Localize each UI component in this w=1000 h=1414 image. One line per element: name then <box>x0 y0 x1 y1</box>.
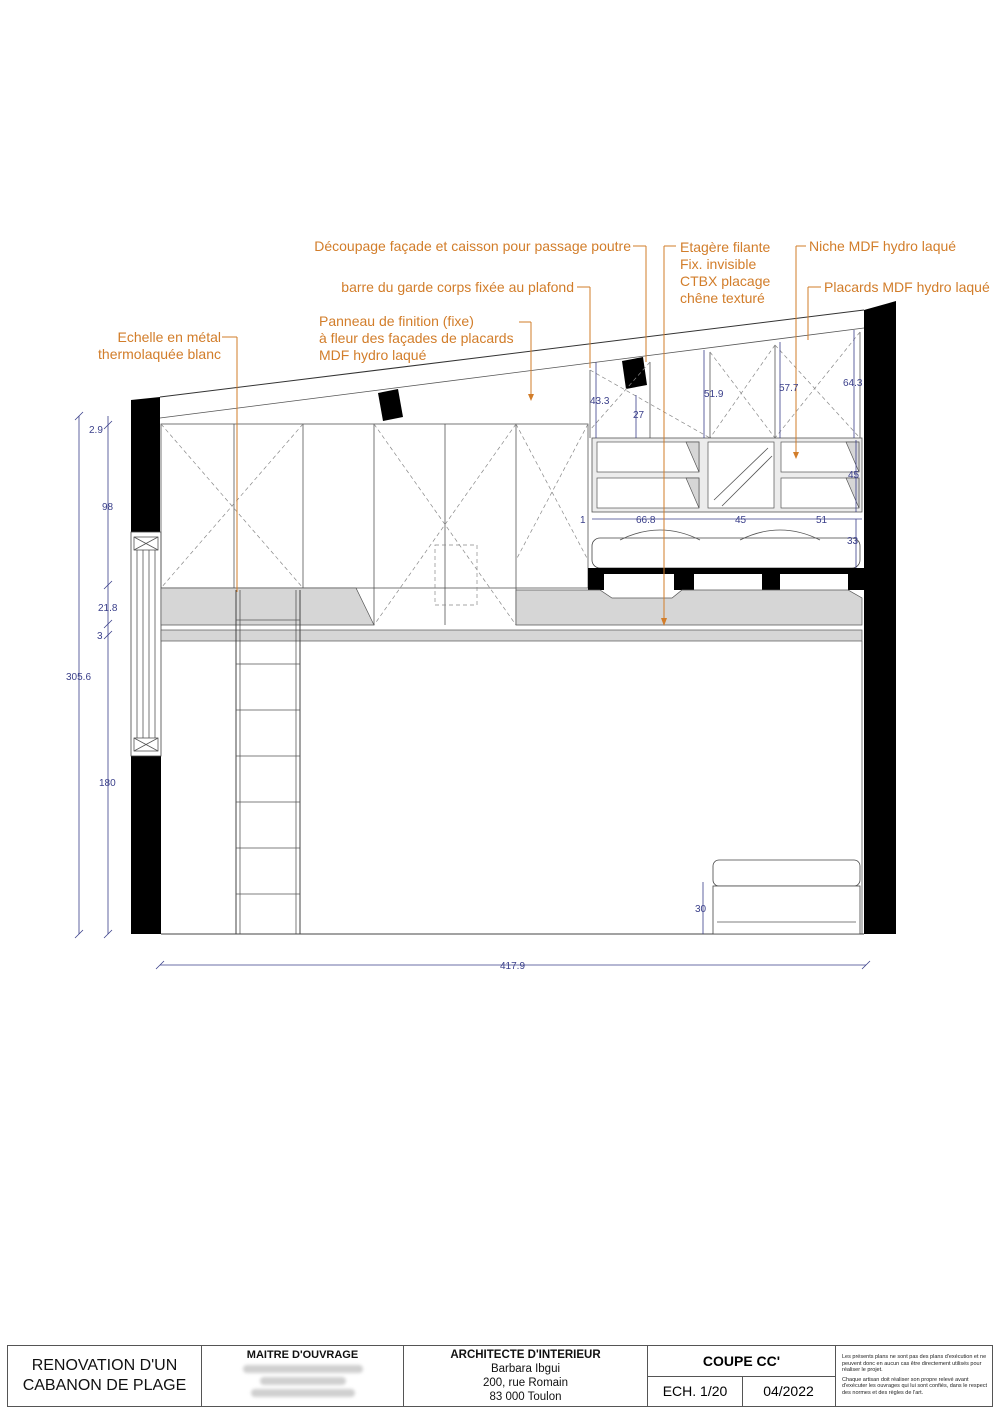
dimension-43-3: 43.3 <box>590 396 610 407</box>
annotation-echelle-line-1: Echelle en métal <box>117 329 221 345</box>
annotation-panneau-line-3: MDF hydro laqué <box>319 347 427 363</box>
dimension-51-9: 51.9 <box>704 389 724 400</box>
ladder <box>236 590 300 934</box>
legal-note-2: Chaque artisan doit réaliser son propre relevé avant d'exécuter les ouvrages qui lui sont confiés, dans le respect des normes et des règles de l'art. <box>842 1376 988 1396</box>
dimension-180: 180 <box>99 778 116 789</box>
dimension-33: 33 <box>847 536 859 547</box>
dimension-417-9: 417.9 <box>500 961 526 972</box>
shelf-unit <box>592 438 862 512</box>
owner-blurred-line <box>243 1365 363 1373</box>
dimension-3: 3 <box>97 631 103 642</box>
annotation-panneau-line-1: Panneau de finition (fixe) <box>319 313 474 329</box>
wall-window <box>131 532 161 756</box>
dimension-21-8: 21.8 <box>98 603 118 614</box>
project-title <box>8 1346 202 1406</box>
annotation-echelle-line-2: thermolaquée blanc <box>98 346 221 362</box>
mezzanine-floor <box>161 588 862 641</box>
architect-title: ARCHITECTE D'INTERIEUR <box>450 1349 601 1361</box>
owner-blurred-line <box>251 1389 355 1397</box>
mezzanine-bed <box>588 530 864 590</box>
dimension-64-3: 64.3 <box>843 378 863 389</box>
architect-street: 200, rue Romain <box>482 1377 569 1389</box>
annotation-etagere-line-3: CTBX placage <box>680 273 771 289</box>
beam-left <box>378 389 403 421</box>
sheet-date: 04/2022 <box>763 1383 814 1399</box>
legal-notes <box>836 1346 992 1406</box>
owner-blurred-line <box>260 1377 346 1385</box>
architect-block <box>404 1346 648 1406</box>
annotation-panneau-line-2: à fleur des façades de placards <box>319 330 514 346</box>
sloped-ceiling <box>160 310 864 418</box>
beam-right <box>622 357 647 389</box>
legal-note-1: Les présents plans ne sont pas des plans d'exécution et ne peuvent donc en aucun cas être directement utilisés pour réaliser le projet. <box>842 1354 987 1373</box>
title-block <box>7 1345 993 1407</box>
annotation-barre: barre du garde corps fixée au plafond <box>341 279 574 295</box>
annotation-placards: Placards MDF hydro laqué <box>824 279 990 295</box>
bench <box>713 860 860 934</box>
right-wall <box>864 301 896 934</box>
dimension-98: 98 <box>102 502 114 513</box>
dimension-1: 1 <box>580 515 586 526</box>
project-title-line-1: RENOVATION D'UN <box>31 1357 178 1374</box>
sheet-block <box>648 1346 836 1406</box>
dimension-51: 51 <box>816 515 828 526</box>
sheet-title: COUPE CC' <box>648 1346 835 1377</box>
dimension-45-horizontal: 45 <box>735 515 747 526</box>
left-wall-lower <box>131 756 161 934</box>
annotation-etagere-line-2: Fix. invisible <box>680 256 757 272</box>
left-wall-upper <box>131 397 160 532</box>
dimension-305-6: 305.6 <box>66 672 92 683</box>
project-title-line-2: CABANON DE PLAGE <box>22 1377 187 1394</box>
dimension-27: 27 <box>633 410 645 421</box>
sheet-scale: ECH. 1/20 <box>648 1376 743 1406</box>
dimension-45-vertical: 45 <box>848 470 860 481</box>
architect-name: Barbara Ibgui <box>490 1363 561 1375</box>
dimension-30: 30 <box>695 904 707 915</box>
owner-block <box>202 1346 404 1406</box>
annotation-decoupage: Découpage façade et caisson pour passage poutre <box>314 238 631 254</box>
annotation-etagere-line-4: chêne texturé <box>680 290 765 306</box>
dimension-2-9: 2.9 <box>89 425 103 436</box>
annotation-etagere-line-1: Etagère filante <box>680 239 771 255</box>
dimension-66-8: 66.8 <box>636 515 656 526</box>
owner-title: MAITRE D'OUVRAGE <box>246 1349 359 1361</box>
dimension-57-7: 57.7 <box>779 383 799 394</box>
architect-city: 83 000 Toulon <box>489 1391 562 1403</box>
annotation-niche: Niche MDF hydro laqué <box>809 238 957 254</box>
